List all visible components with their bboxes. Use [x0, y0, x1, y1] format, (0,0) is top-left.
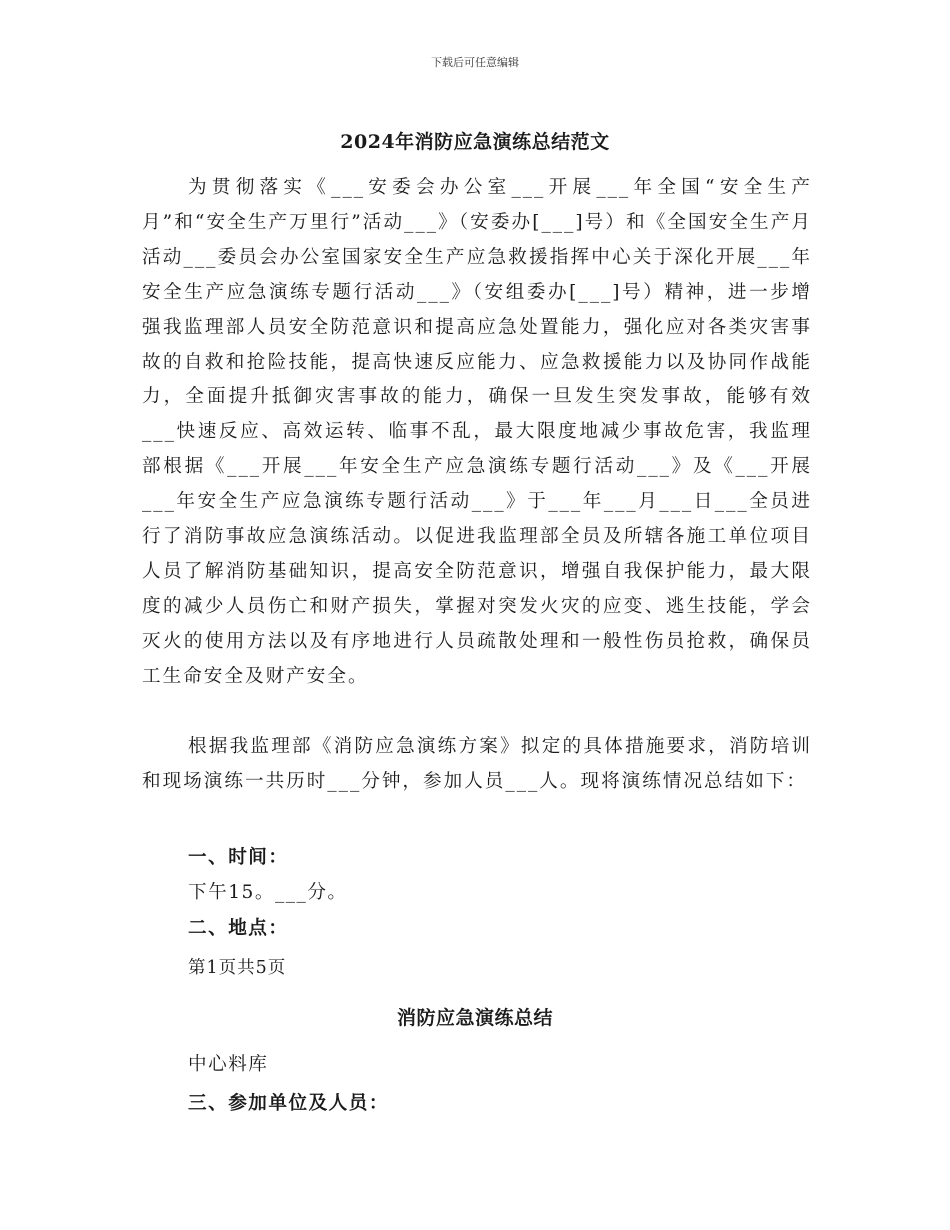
paragraph-summary-intro: 根据我监理部《消防应急演练方案》拟定的具体措施要求，消防培训和现场演练一共历时___分钟，参加人员___人。现将演练情况总结如下： — [142, 736, 812, 792]
header-note: 下载后可任意编辑 — [431, 56, 519, 69]
section-heading-time: 一、时间： — [188, 847, 289, 868]
document-title: 2024年消防应急演练总结范文 — [340, 131, 610, 153]
section-heading-units: 三、参加单位及人员： — [188, 1093, 389, 1114]
page-number: 第1页共5页 — [188, 958, 287, 978]
section-value-place: 中心料库 — [188, 1054, 269, 1075]
section-heading-place: 二、地点： — [188, 918, 289, 939]
running-title: 消防应急演练总结 — [396, 1007, 553, 1029]
section-value-time: 下午15。___分。 — [188, 882, 348, 903]
paragraph-intro: 为贯彻落实《___安委会办公室___开展___年全国“安全生产月”和“安全生产万里行”活动___》（安委办[___]号）和《全国安全生产月活动___委员会办公室国家安全生产应急救援指挥中心关于深化开展___年安全生产应急演练专题行活动___》（安组委办[___]号）精神，进一步增强我监理部人员安全防范意识和提高应急处置能力，强化应对各类灾害事故的自救和抢险技能，提高快速反应能力、应急救援能力以及协同作战能力，全面提升抵御灾害事故的能力，确保一旦发生突发事故，能够有效___快速反应、高效运转、临事不乱，最大限度地减少事故危害，我监理部根据《___开展___年安全生产应急演练专题行活动___》及《___开展___年安全生产应急演练专题行活动___》于___年___月___日___全员进行了消防事故应急演练活动。以促进我监理部全员及所辖各施工单位项目人员了解消防基础知识，提高安全防范意识，增强自我保护能力，最大限度的减少人员伤亡和财产损失，掌握对突发火灾的应变、逃生技能，学会灭火的使用方法以及有序地进行人员疏散处理和一般性伤员抢救，确保员工生命安全及财产安全。 — [142, 177, 812, 687]
